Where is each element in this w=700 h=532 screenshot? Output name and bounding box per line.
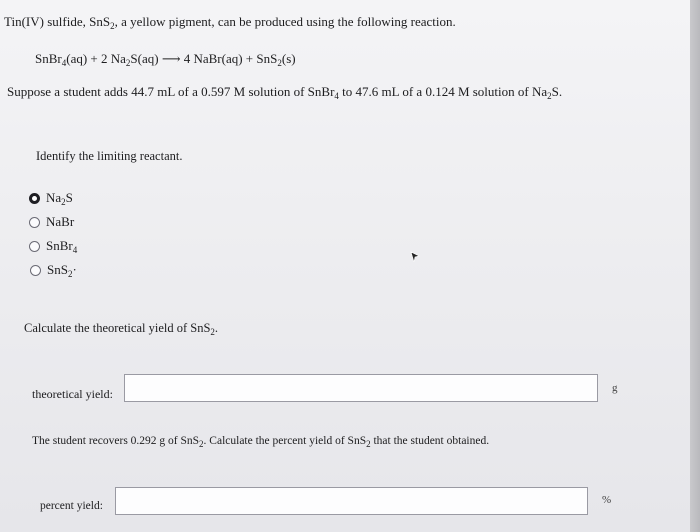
screen-edge: [690, 0, 700, 532]
radio-icon[interactable]: [29, 241, 40, 252]
radio-selected-icon[interactable]: [29, 193, 40, 204]
option-na2s[interactable]: [29, 190, 73, 206]
percent-unit: %: [602, 494, 612, 506]
percent-yield-input[interactable]: [115, 487, 588, 515]
option-snbr4[interactable]: [29, 238, 77, 254]
theoretical-yield-label: theoretical yield:: [32, 387, 113, 401]
radio-icon[interactable]: [30, 265, 41, 276]
intro-text: Tin(IV) sulfide, SnS$_2$, a yellow pigment, can be produced using the following reaction.: [4, 14, 456, 31]
reaction-equation: SnBr$_4$(aq) + 2 $Na_2S(aq)$ ⟶ 4 NaBr(aq) + SnS$_2$(s): [35, 51, 296, 68]
theoretical-yield-input[interactable]: [124, 374, 598, 402]
grams-unit: g: [612, 382, 618, 394]
percent-yield-label: percent yield:: [40, 500, 103, 512]
option-nabr[interactable]: [29, 214, 74, 230]
mouse-pointer-icon: [410, 251, 420, 263]
option-label: $Na_2S$: [46, 190, 73, 207]
percent-prompt: The student recovers 0.292 g of SnS$_2$. Calculate the percent yield of SnS$_2$ that the student obtained.: [32, 435, 490, 449]
option-label: SnBr$_4$: [46, 238, 78, 255]
limiting-prompt: Identify the limiting reactant.: [36, 149, 183, 163]
option-sns2[interactable]: [30, 262, 77, 278]
scenario-text: Suppose a student adds 44.7 mL of a 0.597 M solution of SnBr$_4$ to 47.6 mL of a 0.124 M solution of $Na_2S$.: [7, 84, 563, 101]
radio-icon[interactable]: [29, 217, 40, 228]
reaction-arrow: ⟶: [161, 51, 181, 66]
theoretical-prompt: Calculate the theoretical yield of SnS$_2$.: [24, 321, 219, 337]
option-label: NaBr: [46, 214, 75, 229]
option-label: SnS$_2$·: [47, 262, 77, 279]
